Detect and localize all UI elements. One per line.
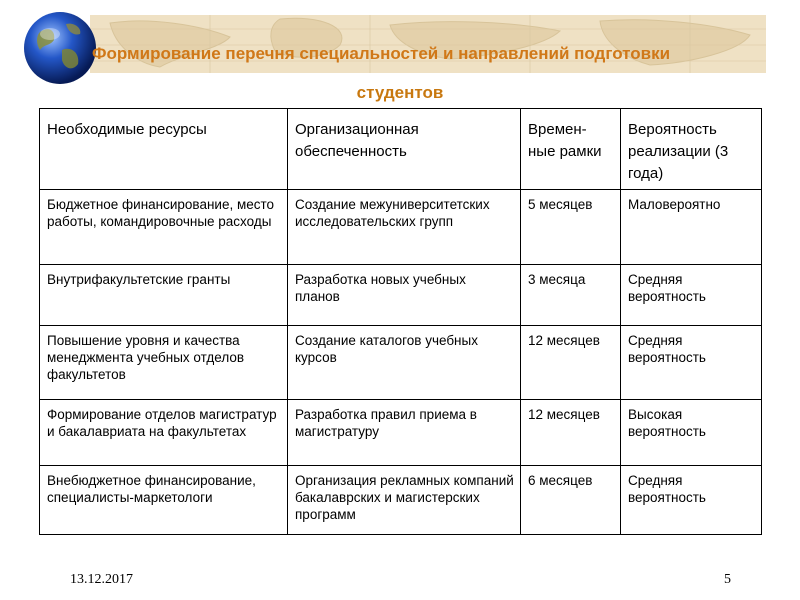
cell-resources: Бюджетное финансирование, место работы, командировочные расходы [40,190,288,265]
footer-page-number: 5 [724,572,731,587]
header-timeframe: Времен-ные рамки [521,109,621,190]
globe-icon [22,10,98,86]
cell-resources: Формирование отделов магистратур и бакалавриата на факультетах [40,400,288,466]
cell-organization: Организация рекламных компаний бакалаврских и магистерских программ [288,466,521,535]
cell-probability: Средняя вероятность [621,466,762,535]
cell-organization: Разработка новых учебных планов [288,265,521,326]
resources-table [39,108,762,535]
table-row [40,326,762,400]
cell-resources: Внебюджетное финансирование, специалисты-маркетологи [40,466,288,535]
cell-probability: Высокая вероятность [621,400,762,466]
header-probability: Вероятность реализации (3 года) [621,109,762,190]
table-header-row [40,109,762,190]
cell-organization: Создание каталогов учебных курсов [288,326,521,400]
footer-date: 13.12.2017 [70,572,133,587]
cell-probability: Средняя вероятность [621,326,762,400]
cell-timeframe: 3 месяца [521,265,621,326]
cell-probability: Средняя вероятность [621,265,762,326]
cell-probability: Маловероятно [621,190,762,265]
table-row [40,400,762,466]
table-row [40,466,762,535]
cell-timeframe: 12 месяцев [521,400,621,466]
slide-title-line2: студентов [356,83,444,102]
header-resources: Необходимые ресурсы [40,109,288,190]
header-organization: Организационная обеспеченность [288,109,521,190]
cell-timeframe: 12 месяцев [521,326,621,400]
table-row [40,190,762,265]
cell-timeframe: 5 месяцев [521,190,621,265]
cell-resources: Повышение уровня и качества менеджмента учебных отделов факультетов [40,326,288,400]
cell-resources: Внутрифакультетские гранты [40,265,288,326]
cell-timeframe: 6 месяцев [521,466,621,535]
table-row [40,265,762,326]
slide-title-line1: Формирование перечня специальностей и направлений подготовки [92,44,671,63]
cell-organization: Создание межуниверситетских исследовательских групп [288,190,521,265]
cell-organization: Разработка правил приема в магистратуру [288,400,521,466]
